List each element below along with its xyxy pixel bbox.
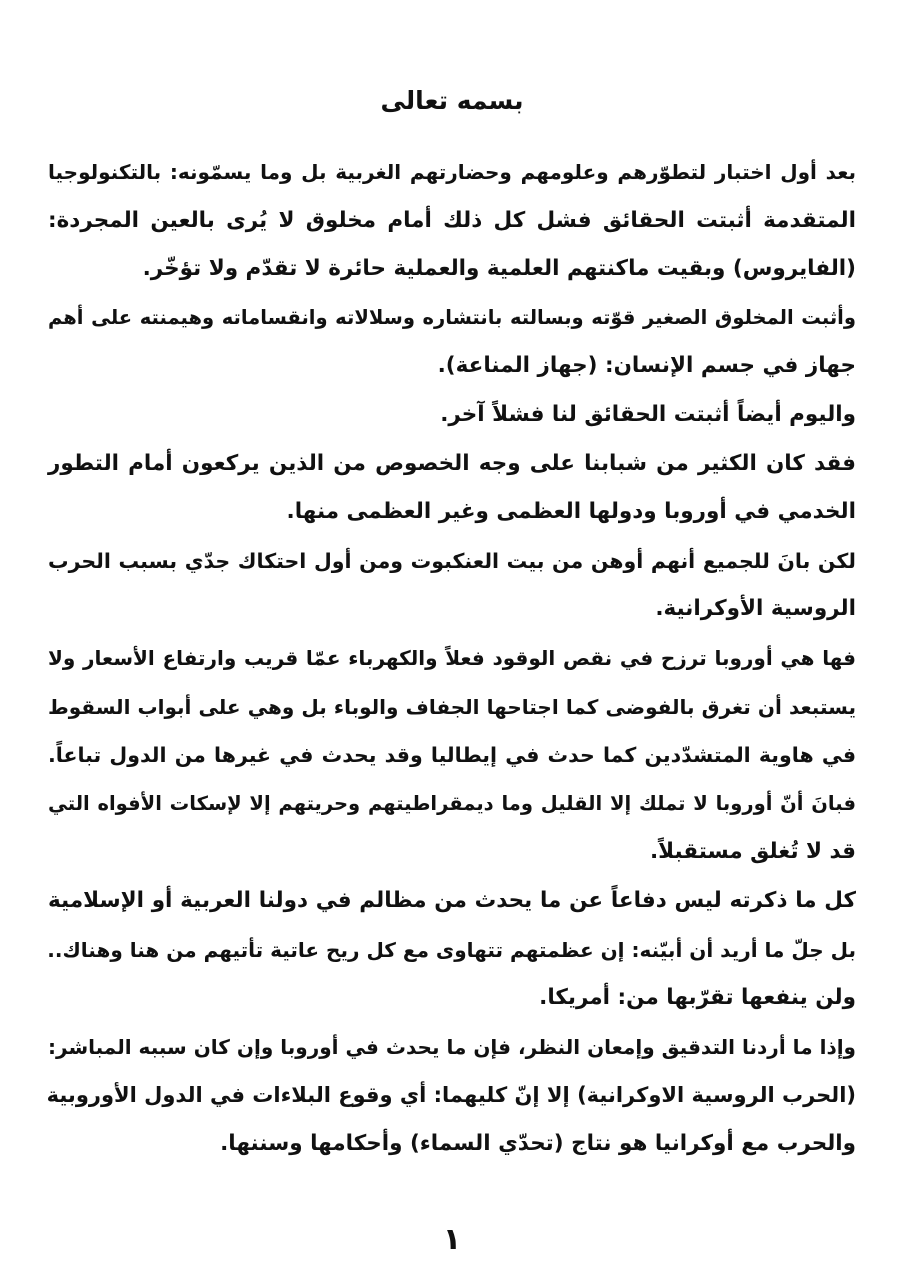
text-line: (الحرب الروسية الاوكرانية) إلا إنّ كليهما: أي وقوع البلاءات في الدول الأوروبية bbox=[46, 1083, 856, 1108]
text-line: لكن بانَ للجميع أنهم أوهن من بيت العنكبوت ومن أول احتكاك جدّي بسبب الحرب bbox=[48, 548, 856, 573]
page-heading: بسمه تعالى bbox=[380, 86, 524, 115]
text-line: وإذا ما أردنا التدقيق وإمعان النظر، فإن ما يحدث في أوروبا وإن كان سببه المباشر: bbox=[48, 1034, 856, 1059]
text-line: فها هي أوروبا ترزح في نقص الوقود فعلاً والكهرباء عمّا قريب وارتفاع الأسعار ولا bbox=[48, 645, 856, 670]
text-line: وأثبت المخلوق الصغير قوّته وبسالته بانتشاره وسلالاته وانقساماته وهيمنته على أهم bbox=[48, 305, 856, 329]
text-line: قد لا تُغلق مستقبلاً. bbox=[649, 839, 856, 865]
page-number: ١ bbox=[442, 1222, 462, 1257]
text-line: كل ما ذكرته ليس دفاعاً عن ما يحدث من مظالم في دولنا العربية أو الإسلامية bbox=[48, 887, 856, 913]
text-line: بعد أول اختبار لتطوّرهم وعلومهم وحضارتهم الغربية بل وما يسمّونه: بالتكنولوجيا bbox=[48, 160, 856, 184]
text-line: الروسية الأوكرانية. bbox=[655, 596, 856, 622]
text-line: فبانَ أنّ أوروبا لا تملك إلا القليل وما ديمقراطيتهم وحريتهم إلا لإسكات الأفواه التي bbox=[48, 791, 856, 815]
text-line: جهاز في جسم الإنسان: (جهاز المناعة). bbox=[437, 353, 856, 379]
text-line: واليوم أيضاً أثبتت الحقائق لنا فشلاً آخر. bbox=[440, 401, 856, 427]
text-line: (الفايروس) وبقيت ماكنتهم العلمية والعملية حائرة لا تقدّم ولا تؤخّر. bbox=[142, 256, 856, 282]
text-line: يستبعد أن تغرق بالفوضى كما اجتاحها الجفاف والوباء بل وهي على أبواب السقوط bbox=[48, 694, 856, 719]
body-text bbox=[48, 148, 856, 1168]
text-line: الخدمي في أوروبا ودولها العظمى وغير العظمى منها. bbox=[286, 499, 856, 525]
text-line: المتقدمة أثبتت الحقائق فشل كل ذلك أمام مخلوق لا يُرى بالعين المجردة: bbox=[48, 207, 856, 233]
text-line: والحرب مع أوكرانيا هو نتاج (تحدّي السماء) وأحكامها وسننها. bbox=[220, 1130, 856, 1156]
text-line: بل جلّ ما أريد أن أبيّنه: إن عظمتهم تتهاوى مع كل ريح عاتية تأتيهم من هنا وهناك.. bbox=[47, 937, 856, 962]
text-line: فقد كان الكثير من شبابنا على وجه الخصوص من الذين يركعون أمام التطور bbox=[48, 450, 856, 476]
text-line: ولن ينفعها تقرّبها من: أمريكا. bbox=[539, 985, 856, 1011]
text-line: في هاوية المتشدّدين كما حدث في إيطاليا وقد يحدث في غيرها من الدول تباعاً. bbox=[48, 743, 856, 768]
